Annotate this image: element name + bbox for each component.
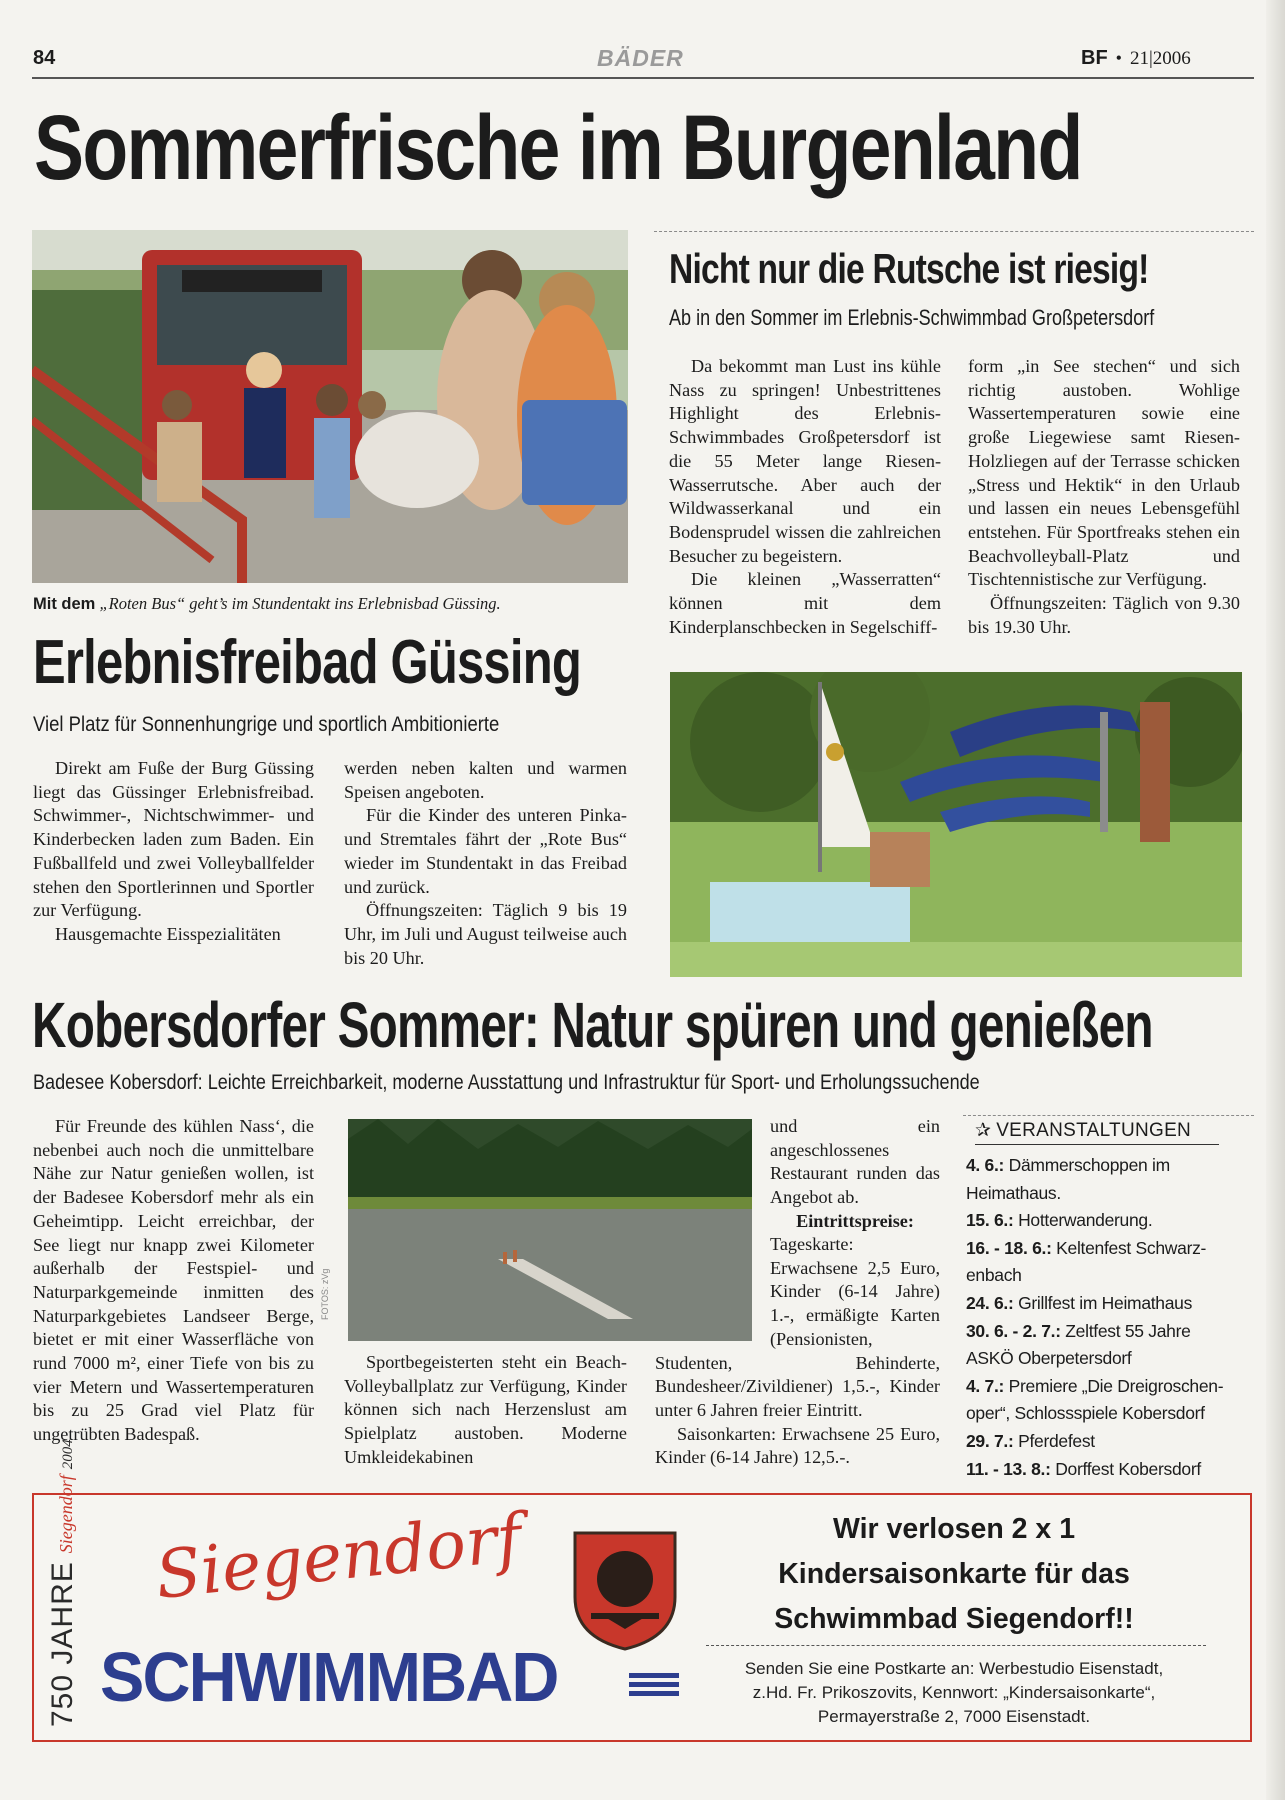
page-number: 84 — [33, 47, 56, 69]
main-title: Sommerfrische im Burgenland — [34, 97, 1082, 199]
grosspetersdorf-headline: Nicht nur die Rutsche ist riesig! — [669, 245, 1149, 292]
paragraph: Für die Kinder des unteren Pinka- und Stremtales fährt der „Rote Bus“ wieder im Stundentakt in das Freibad und zurück. — [344, 805, 627, 897]
events-box-rule — [963, 1115, 1254, 1116]
event-item: 15. 6.: Hotterwanderung. — [966, 1210, 1153, 1231]
publication-issue: 21|2006 — [1129, 48, 1191, 69]
ad-info-line: Permayerstraße 2, 7000 Eisenstadt. — [817, 1707, 1091, 1726]
events-list — [966, 1152, 1256, 1483]
page-edge-shadow — [1266, 0, 1285, 1800]
ad-info-line: z.Hd. Fr. Prikoszovits, Kennwort: „Kindersaisonkarte“, — [752, 1683, 1156, 1702]
ad-divider — [706, 1645, 1206, 1646]
paragraph: Sportbegeisterten steht ein Beach-Volleyballplatz zur Verfügung, Kinder können sich nach Herzenslust am Spielplatz austoben. Moderne Umkleidekabinen — [344, 1352, 627, 1467]
caption-lead: Mit dem — [33, 595, 96, 613]
event-item: 30. 6. - 2. 7.: Zeltfest 55 Jahre — [966, 1320, 1191, 1341]
paragraph: Hausgemachte Eisspezialitäten — [55, 923, 281, 944]
kobersdorf-column-3b — [655, 1233, 940, 1470]
waterslide-photo — [670, 672, 1242, 977]
section-title: BÄDER — [597, 45, 684, 71]
guessing-headline: Erlebnisfreibad Güssing — [33, 628, 581, 697]
event-item: enbach — [966, 1265, 1022, 1286]
kobersdorf-column-1 — [33, 1115, 314, 1447]
paragraph: werden neben kalten und warmen Speisen angeboten. — [344, 758, 627, 802]
coat-of-arms-icon — [571, 1529, 679, 1651]
ad-headline-line: Schwimmbad Siegendorf!! — [774, 1603, 1134, 1635]
bus-photo-caption — [33, 594, 501, 614]
event-item: 16. - 18. 6.: Keltenfest Schwarz- — [966, 1237, 1207, 1258]
event-item: 4. 6.: Dämmerschoppen im — [966, 1155, 1170, 1175]
grosspetersdorf-subhead: Ab in den Sommer im Erlebnis-Schwimmbad Großpetersdorf — [669, 305, 1155, 330]
publication-info — [1081, 47, 1191, 70]
header-rule — [32, 77, 1254, 79]
event-item: 4. 7.: Premiere „Die Dreigroschen- — [966, 1375, 1224, 1396]
caption-text: „Roten Bus“ geht’s im Stundentakt ins Erlebnisbad Güssing. — [99, 594, 501, 613]
photo-credit: FOTOS: zVg — [320, 1268, 330, 1320]
kobersdorf-headline: Kobersdorfer Sommer: Natur spüren und genießen — [32, 989, 1153, 1061]
ad-headline-line: Kindersaisonkarte für das — [778, 1558, 1130, 1590]
grosspetersdorf-column-2 — [968, 355, 1240, 639]
logo-anniversary-script: Siegendorf — [56, 1475, 76, 1554]
paragraph: Für Freunde des kühlen Nass‘, die nebenbei auch noch die unmittelbare Nähe zur Natur genießen wollen, ist der Badesee Kobersdorf mehr als ein Geheimtipp. Leicht erreichbar, der See liegt nur knapp zwei Kilometer außerhalb der Festspiel- und Naturparkgemeinde inmitten des Naturparkgebietes Landseer Berge, bietet er mit einer Wasserfläche von rund 7000 m², einer Tiefe von bis zu vier Metern und Wassertemperaturen bis zu 25 Grad viel Platz für ungetrübten Badespaß. — [33, 1116, 314, 1445]
event-item: 11. - 13. 8.: Dorffest Kobersdorf — [966, 1458, 1201, 1479]
paragraph: Die kleinen „Wasserratten“ können mit dem Kinderplanschbecken in Segelschiff- — [669, 569, 941, 637]
grosspetersdorf-column-1 — [669, 355, 941, 663]
paragraph: und ein angeschlossenes Restaurant runden das Angebot ab. — [770, 1116, 940, 1208]
prices-heading: Eintrittspreise: — [796, 1210, 914, 1231]
event-item: ASKÖ Oberpetersdorf — [966, 1348, 1132, 1369]
ad-info-line: Senden Sie eine Postkarte an: Werbestudio Eisenstadt, — [744, 1659, 1164, 1678]
kobersdorf-subhead: Badesee Kobersdorf: Leichte Erreichbarkeit, moderne Ausstattung und Infrastruktur für Sport- und Erholungssuchende — [33, 1070, 980, 1094]
paragraph: Tageskarte: Erwachsene 2,5 Euro, Kinder (6-14 Jahre) 1.-, ermäßigte Karten (Pensionisten, Studenten, Behinderte, Bundesheer/Zivildiener) 1,5.-, Kinder unter 6 Jahren freier Eintritt. — [655, 1234, 940, 1420]
event-item: 29. 7.: Pferdefest — [966, 1430, 1095, 1451]
guessing-column-1 — [33, 757, 314, 947]
guessing-column-2 — [344, 757, 627, 970]
paragraph: Direkt am Fuße der Burg Güssing liegt das Güssinger Erlebnisfreibad. Schwimmer-, Nichtschwimmer- und Kinderbecken laden zum Baden. Ein Fußballfeld und zwei Volleyballfelder stehen den Sportlerinnen und Sportler zur Verfügung. — [33, 758, 314, 921]
event-item: 24. 6.: Grillfest im Heimathaus — [966, 1292, 1193, 1313]
ad-headline-line: Wir verlosen 2 x 1 — [832, 1513, 1076, 1545]
publication-brand: BF — [1081, 47, 1108, 69]
kobersdorf-column-2 — [344, 1351, 627, 1470]
ad-headline — [684, 1507, 1224, 1642]
ad-info — [684, 1657, 1224, 1729]
logo-schwimmbad: SCHWIMMBAD — [100, 1638, 558, 1716]
events-title-row — [975, 1119, 1219, 1145]
paragraph: Öffnungszeiten: Täglich von 9.30 bis 19.30 Uhr. — [968, 593, 1240, 637]
bus-photo — [32, 230, 628, 583]
paragraph: Saisonkarten: Erwachsene 25 Euro, Kinder (6-14 Jahre) 12,5.-. — [655, 1423, 940, 1468]
logo-siegendorf: Siegendorf — [151, 1499, 526, 1614]
paragraph: Da bekommt man Lust ins kühle Nass zu springen! Unbestrittenes Highlight des Erlebnis-Schwimmbades Großpetersdorf ist die 55 Meter lange Riesen-Wasserrutsche. Aber auch der Wildwasserkanal und ein Bodensprudel wissen die zahlreichen Besucher zu begeistern. — [669, 356, 941, 566]
event-item: oper“, Schlossspiele Kobersdorf — [966, 1403, 1205, 1424]
paragraph: Öffnungszeiten: Täglich 9 bis 19 Uhr, im Juli und August teilweise auch bis 20 Uhr. — [344, 900, 627, 968]
event-item: Heimathaus. — [966, 1182, 1061, 1203]
logo-anniversary — [46, 1439, 80, 1727]
grosspetersdorf-box-rule — [654, 231, 1254, 232]
star-icon: ✰ — [975, 1120, 991, 1141]
guessing-subhead: Viel Platz für Sonnenhungrige und sportlich Ambitionierte — [33, 712, 500, 736]
kobersdorf-column-3a — [770, 1115, 940, 1234]
text-wrap-spacer — [655, 1233, 770, 1351]
events-title: VERANSTALTUNGEN — [996, 1120, 1192, 1141]
logo-wave-lines — [629, 1667, 679, 1701]
publication-bullet: • — [1115, 48, 1122, 68]
logo-anniversary-year: 2004 — [60, 1439, 76, 1470]
logo-anniversary-text: 750 JAHRE — [46, 1561, 79, 1727]
paragraph: form „in See stechen“ und sich richtig austoben. Wohlige Wassertemperaturen sowie eine große Liegewiese samt Riesen-Holzliegen auf der Terrasse schicken „Stress und Hektik“ in den Urlaub und lassen ein neues Lebensgefühl entstehen. Für Sportfreaks stehen ein Beachvolleyball-Platz und Tischtennistische zur Verfügung. — [968, 356, 1240, 590]
